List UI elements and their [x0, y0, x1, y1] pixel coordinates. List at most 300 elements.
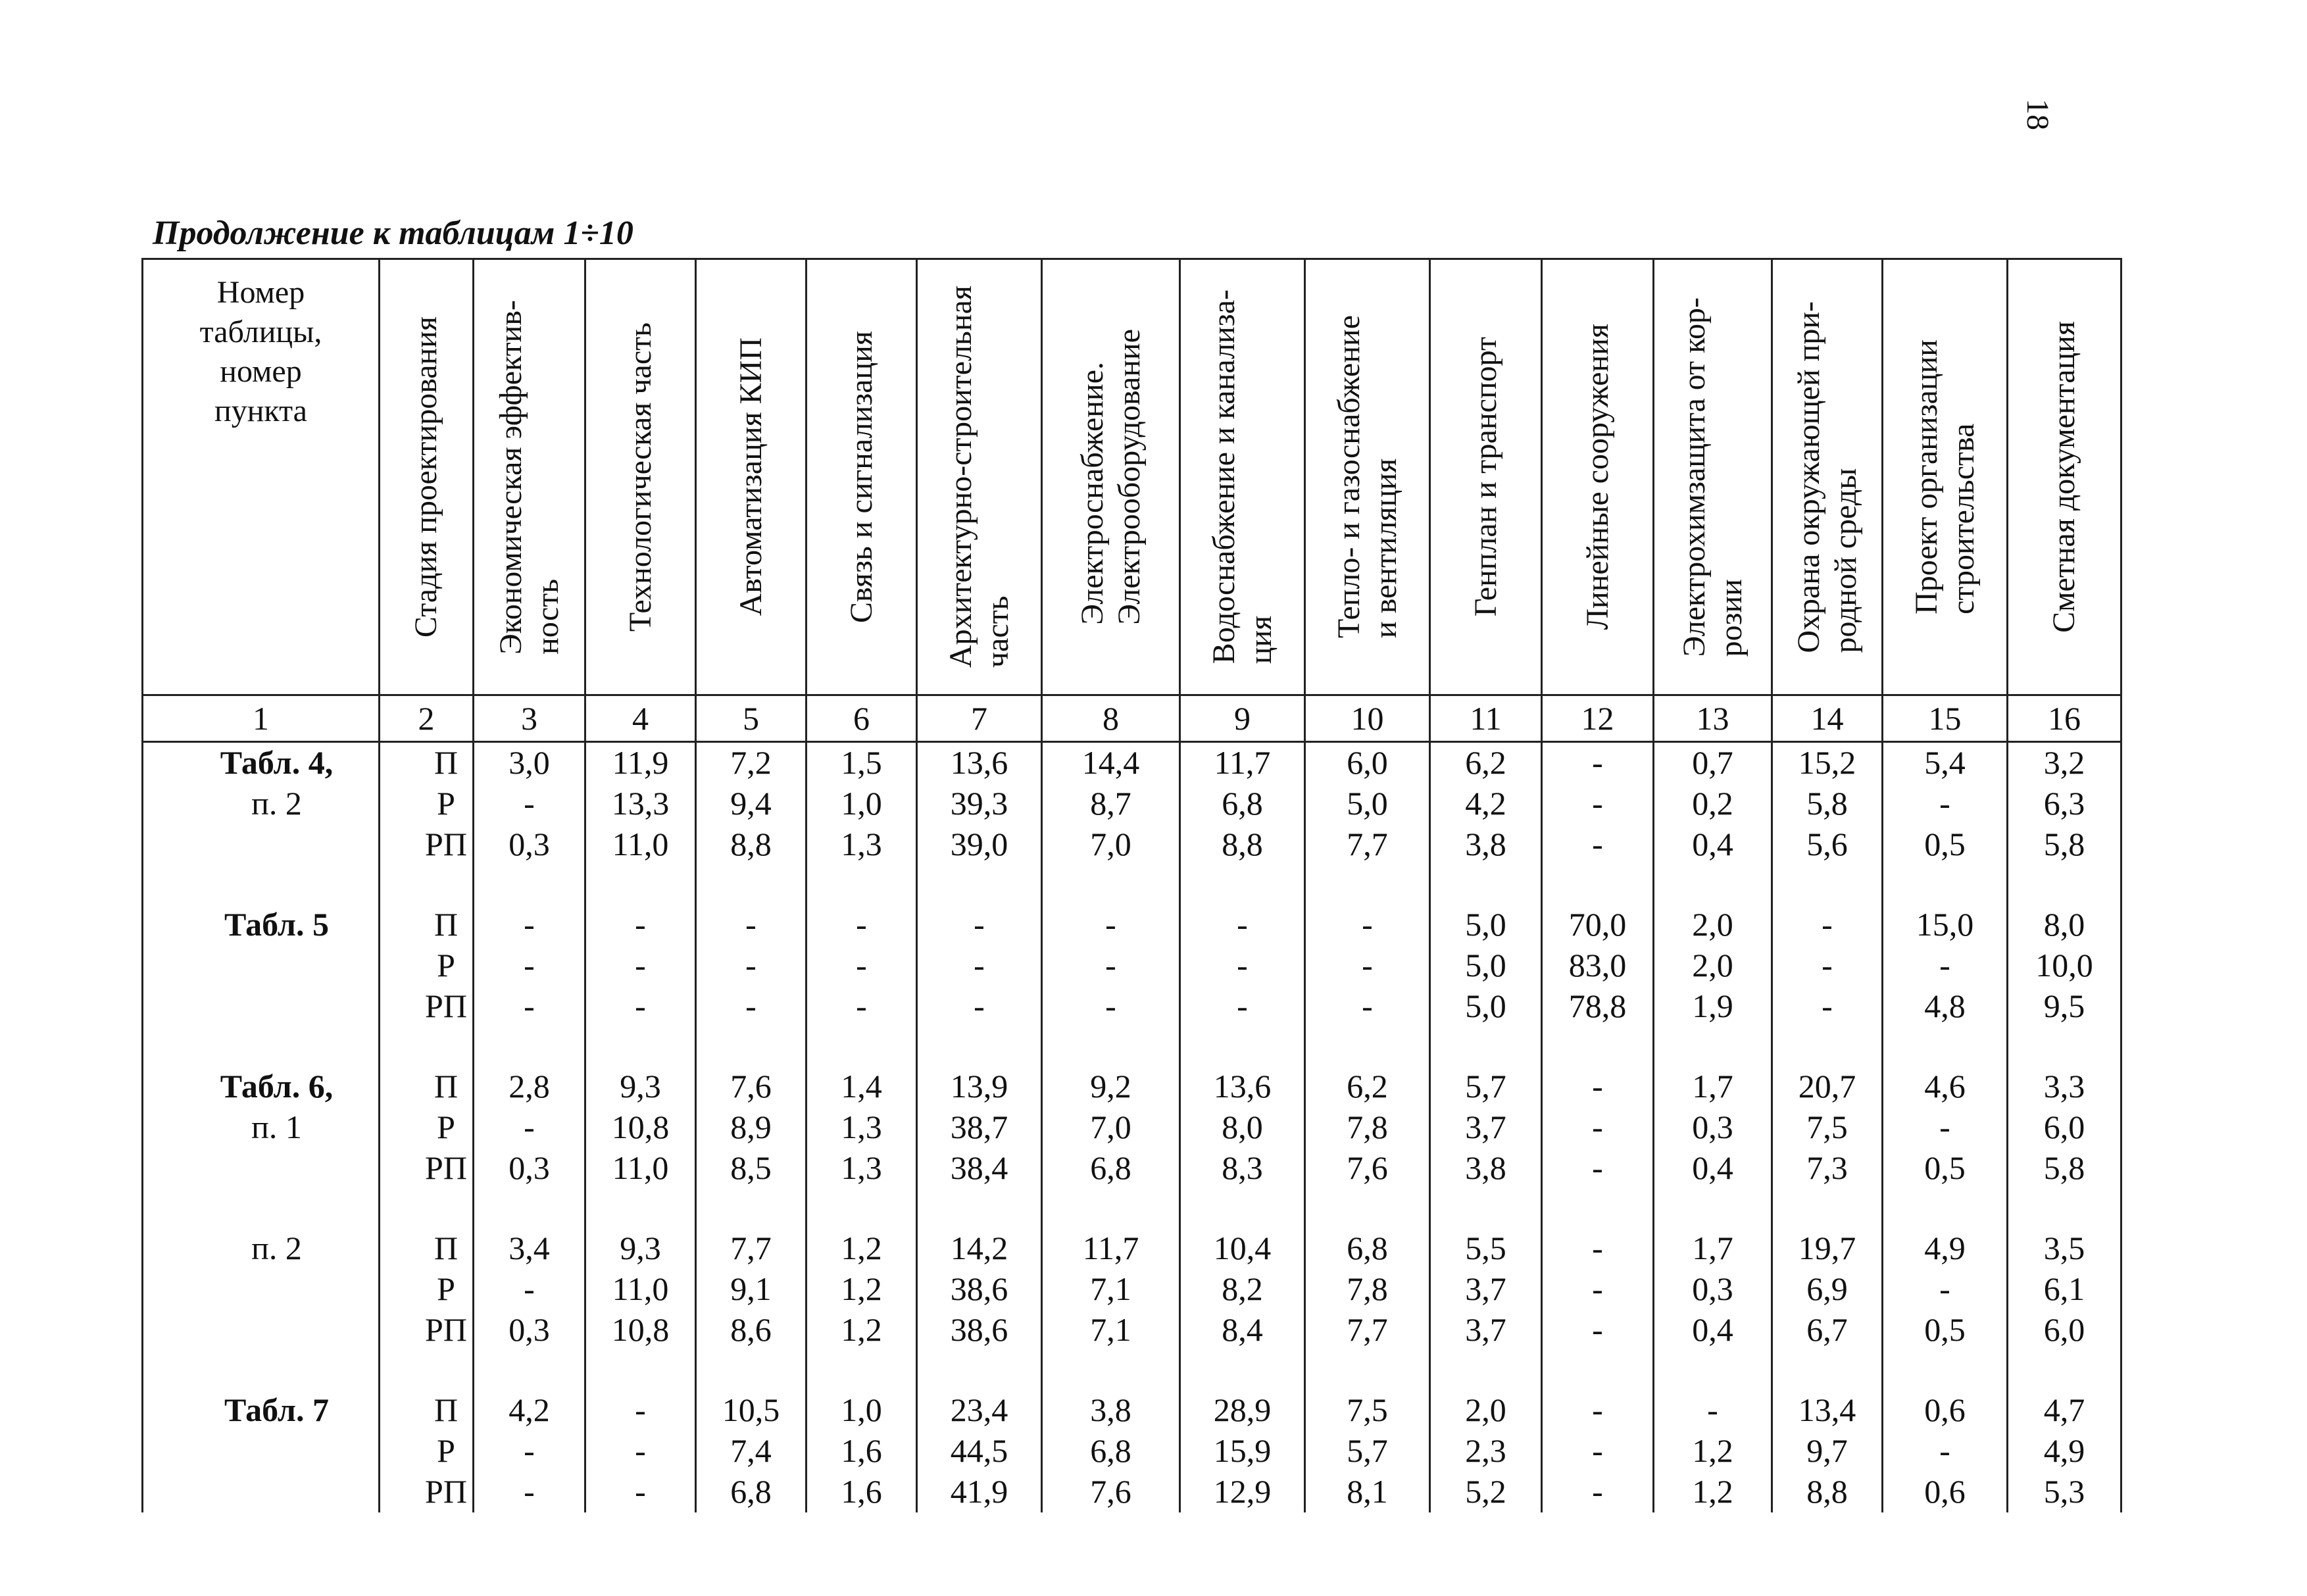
- value-cell: 7,6: [1042, 1472, 1180, 1512]
- value-cell: 5,0: [1430, 986, 1542, 1027]
- value-cell: 1,0: [806, 784, 917, 824]
- header-row: [143, 259, 2121, 695]
- stage-cell: Р: [380, 945, 474, 986]
- column-number: 11: [1430, 695, 1542, 742]
- stage-cell: РП: [380, 1148, 474, 1189]
- value-cell: -: [1042, 986, 1180, 1027]
- value-cell: 2,3: [1430, 1431, 1542, 1472]
- column-number: 3: [474, 695, 585, 742]
- value-cell: -: [1542, 1228, 1654, 1269]
- value-cell: -: [1542, 1472, 1654, 1512]
- value-cell: 6,8: [1305, 1228, 1430, 1269]
- value-cell: 9,3: [585, 1228, 696, 1269]
- value-cell: 6,0: [2008, 1107, 2121, 1148]
- value-cell: 13,9: [917, 1066, 1042, 1107]
- row-label-cell: п. 2: [143, 784, 380, 824]
- value-cell: 9,7: [1772, 1431, 1883, 1472]
- value-cell: 3,8: [1430, 1148, 1542, 1189]
- value-cell: 28,9: [1180, 1390, 1305, 1431]
- spacer-cell: [380, 1189, 474, 1228]
- header-col-label: Автоматизация КИП: [733, 337, 768, 616]
- value-cell: 1,2: [806, 1228, 917, 1269]
- spacer-cell: [1305, 1351, 1430, 1390]
- value-cell: 3,2: [2008, 742, 2121, 784]
- value-cell: 5,0: [1430, 905, 1542, 945]
- value-cell: -: [1542, 1148, 1654, 1189]
- spacer-cell: [380, 1027, 474, 1066]
- spacer-cell: [585, 1351, 696, 1390]
- spacer-cell: [1542, 1351, 1654, 1390]
- table-row: [143, 1390, 2121, 1431]
- spacer-cell: [696, 865, 806, 905]
- value-cell: 1,7: [1654, 1228, 1772, 1269]
- spacer-cell: [1180, 1027, 1305, 1066]
- value-cell: -: [1772, 905, 1883, 945]
- value-cell: 19,7: [1772, 1228, 1883, 1269]
- value-cell: 7,1: [1042, 1269, 1180, 1310]
- value-cell: 3,0: [474, 742, 585, 784]
- value-cell: 8,8: [1772, 1472, 1883, 1512]
- value-cell: 7,5: [1772, 1107, 1883, 1148]
- value-cell: 2,0: [1654, 905, 1772, 945]
- value-cell: 8,9: [696, 1107, 806, 1148]
- value-cell: 6,7: [1772, 1310, 1883, 1351]
- value-cell: 14,2: [917, 1228, 1042, 1269]
- spacer-cell: [806, 1351, 917, 1390]
- value-cell: -: [806, 905, 917, 945]
- spacer-cell: [1042, 1027, 1180, 1066]
- table-row: [143, 1066, 2121, 1107]
- spacer-cell: [143, 1189, 380, 1228]
- value-cell: -: [585, 986, 696, 1027]
- value-cell: 4,2: [1430, 784, 1542, 824]
- row-label-cell: п. 2: [143, 1228, 380, 1269]
- value-cell: 1,2: [1654, 1472, 1772, 1512]
- header-col-label: Водоснабжение и канализа- ция: [1206, 289, 1278, 664]
- value-cell: 6,8: [1042, 1148, 1180, 1189]
- value-cell: -: [1305, 905, 1430, 945]
- value-cell: -: [1542, 824, 1654, 865]
- value-cell: -: [1542, 1066, 1654, 1107]
- value-cell: 6,8: [1180, 784, 1305, 824]
- value-cell: -: [917, 986, 1042, 1027]
- spacer-cell: [1772, 1027, 1883, 1066]
- value-cell: 5,0: [1305, 784, 1430, 824]
- value-cell: 1,3: [806, 1148, 917, 1189]
- spacer-cell: [1042, 1351, 1180, 1390]
- value-cell: -: [696, 986, 806, 1027]
- value-cell: 5,5: [1430, 1228, 1542, 1269]
- value-cell: -: [1883, 1269, 2008, 1310]
- table-row: [143, 986, 2121, 1027]
- column-number: 5: [696, 695, 806, 742]
- value-cell: -: [1042, 945, 1180, 986]
- value-cell: 0,4: [1654, 824, 1772, 865]
- value-cell: -: [585, 1472, 696, 1512]
- value-cell: 1,6: [806, 1431, 917, 1472]
- value-cell: 11,0: [585, 1269, 696, 1310]
- value-cell: -: [1305, 945, 1430, 986]
- spacer-cell: [1542, 1027, 1654, 1066]
- value-cell: 70,0: [1542, 905, 1654, 945]
- value-cell: 1,5: [806, 742, 917, 784]
- value-cell: 8,4: [1180, 1310, 1305, 1351]
- value-cell: 1,9: [1654, 986, 1772, 1027]
- value-cell: 6,1: [2008, 1269, 2121, 1310]
- value-cell: 11,0: [585, 824, 696, 865]
- stage-cell: Р: [380, 1269, 474, 1310]
- column-number: 15: [1883, 695, 2008, 742]
- table-row: [143, 1148, 2121, 1189]
- value-cell: 10,5: [696, 1390, 806, 1431]
- header-col-15: [1883, 259, 2008, 695]
- value-cell: -: [1180, 945, 1305, 986]
- value-cell: 7,0: [1042, 1107, 1180, 1148]
- table-caption: Продолжение к таблицам 1÷10: [153, 214, 633, 252]
- value-cell: -: [806, 986, 917, 1027]
- value-cell: 0,6: [1883, 1472, 2008, 1512]
- value-cell: 0,3: [1654, 1269, 1772, 1310]
- table-row: [143, 784, 2121, 824]
- header-col-label: Экономическая эффектив- ность: [493, 299, 565, 655]
- spacer-cell: [1430, 1189, 1542, 1228]
- spacer-cell: [474, 1189, 585, 1228]
- column-number: 10: [1305, 695, 1430, 742]
- spacer-cell: [917, 1351, 1042, 1390]
- value-cell: -: [1542, 1107, 1654, 1148]
- header-col-10: [1305, 259, 1430, 695]
- row-label-cell: п. 1: [143, 1107, 380, 1148]
- column-number-row: [143, 695, 2121, 742]
- value-cell: 6,0: [1305, 742, 1430, 784]
- value-cell: -: [1542, 742, 1654, 784]
- header-col-label: Электрохимзащита от кор- розии: [1676, 297, 1749, 657]
- header-col-9: [1180, 259, 1305, 695]
- value-cell: -: [1542, 1431, 1654, 1472]
- row-label-cell: [143, 824, 380, 865]
- data-table: [141, 258, 2122, 1512]
- spacer-cell: [1180, 1189, 1305, 1228]
- value-cell: 13,6: [1180, 1066, 1305, 1107]
- header-col-11: [1430, 259, 1542, 695]
- value-cell: 5,0: [1430, 945, 1542, 986]
- value-cell: -: [585, 1431, 696, 1472]
- header-col-label: Сметная документация: [2047, 321, 2081, 633]
- spacer-cell: [806, 865, 917, 905]
- value-cell: 0,5: [1883, 1148, 2008, 1189]
- page-number: 18: [2020, 99, 2055, 130]
- value-cell: 9,1: [696, 1269, 806, 1310]
- value-cell: 12,9: [1180, 1472, 1305, 1512]
- value-cell: 7,6: [696, 1066, 806, 1107]
- row-label-cell: [143, 1148, 380, 1189]
- value-cell: -: [1654, 1390, 1772, 1431]
- spacer-cell: [1654, 1351, 1772, 1390]
- spacer-cell: [143, 865, 380, 905]
- value-cell: 14,4: [1042, 742, 1180, 784]
- row-label-cell: Табл. 5: [143, 905, 380, 945]
- value-cell: 38,6: [917, 1269, 1042, 1310]
- spacer-cell: [1430, 1351, 1542, 1390]
- spacer-cell: [380, 1351, 474, 1390]
- value-cell: 13,4: [1772, 1390, 1883, 1431]
- value-cell: 20,7: [1772, 1066, 1883, 1107]
- value-cell: -: [1180, 905, 1305, 945]
- value-cell: -: [1305, 986, 1430, 1027]
- value-cell: 6,8: [1042, 1431, 1180, 1472]
- value-cell: 0,5: [1883, 824, 2008, 865]
- spacer-cell: [1772, 865, 1883, 905]
- value-cell: 83,0: [1542, 945, 1654, 986]
- value-cell: 4,9: [2008, 1431, 2121, 1472]
- spacer-cell: [1180, 865, 1305, 905]
- value-cell: 9,5: [2008, 986, 2121, 1027]
- value-cell: 3,5: [2008, 1228, 2121, 1269]
- value-cell: 10,8: [585, 1107, 696, 1148]
- header-col-label: Стадия проектирования: [409, 316, 443, 638]
- value-cell: 38,6: [917, 1310, 1042, 1351]
- header-col-2: [380, 259, 474, 695]
- stage-cell: РП: [380, 1472, 474, 1512]
- value-cell: 3,8: [1042, 1390, 1180, 1431]
- value-cell: 0,5: [1883, 1310, 2008, 1351]
- value-cell: -: [474, 986, 585, 1027]
- value-cell: 0,7: [1654, 742, 1772, 784]
- value-cell: 1,2: [806, 1310, 917, 1351]
- value-cell: 0,4: [1654, 1148, 1772, 1189]
- stage-cell: П: [380, 1228, 474, 1269]
- table-row: [143, 742, 2121, 784]
- value-cell: 7,6: [1305, 1148, 1430, 1189]
- value-cell: 9,2: [1042, 1066, 1180, 1107]
- value-cell: 1,2: [1654, 1431, 1772, 1472]
- header-col-label: Электроснабжение. Электрооборудование: [1074, 329, 1147, 625]
- spacer-cell: [1430, 1027, 1542, 1066]
- value-cell: 8,1: [1305, 1472, 1430, 1512]
- value-cell: 5,8: [2008, 1148, 2121, 1189]
- header-col-label: Связь и сигнализация: [843, 330, 879, 624]
- value-cell: 6,3: [2008, 784, 2121, 824]
- stage-cell: Р: [380, 784, 474, 824]
- stage-cell: РП: [380, 1310, 474, 1351]
- row-label-cell: [143, 1269, 380, 1310]
- value-cell: 8,3: [1180, 1148, 1305, 1189]
- value-cell: 0,6: [1883, 1390, 2008, 1431]
- value-cell: 1,2: [806, 1269, 917, 1310]
- value-cell: -: [1883, 784, 2008, 824]
- value-cell: 38,4: [917, 1148, 1042, 1189]
- value-cell: 8,0: [2008, 905, 2121, 945]
- spacer-cell: [1542, 865, 1654, 905]
- value-cell: 7,3: [1772, 1148, 1883, 1189]
- spacer-cell: [380, 865, 474, 905]
- table-row: [143, 945, 2121, 986]
- column-number: 1: [143, 695, 380, 742]
- value-cell: 1,3: [806, 1107, 917, 1148]
- value-cell: 5,4: [1883, 742, 2008, 784]
- header-col-13: [1654, 259, 1772, 695]
- value-cell: -: [474, 945, 585, 986]
- column-number: 13: [1654, 695, 1772, 742]
- value-cell: 11,7: [1180, 742, 1305, 784]
- stage-cell: П: [380, 1390, 474, 1431]
- value-cell: -: [1883, 1431, 2008, 1472]
- value-cell: 4,7: [2008, 1390, 2121, 1431]
- table-row: [143, 1431, 2121, 1472]
- spacer-cell: [585, 1027, 696, 1066]
- value-cell: -: [1772, 986, 1883, 1027]
- value-cell: 7,7: [1305, 824, 1430, 865]
- spacer-cell: [474, 1027, 585, 1066]
- column-number: 6: [806, 695, 917, 742]
- row-label-cell: Табл. 7: [143, 1390, 380, 1431]
- value-cell: 1,7: [1654, 1066, 1772, 1107]
- spacer-cell: [1883, 1351, 2008, 1390]
- header-col-12: [1542, 259, 1654, 695]
- header-col-label: Тепло- и газоснабжение и вентиляция: [1331, 315, 1403, 639]
- spacer-cell: [1654, 1027, 1772, 1066]
- value-cell: 44,5: [917, 1431, 1042, 1472]
- value-cell: 0,3: [1654, 1107, 1772, 1148]
- column-number: 14: [1772, 695, 1883, 742]
- value-cell: 3,7: [1430, 1310, 1542, 1351]
- column-number: 2: [380, 695, 474, 742]
- value-cell: -: [1542, 1390, 1654, 1431]
- value-cell: 8,2: [1180, 1269, 1305, 1310]
- value-cell: 2,0: [1430, 1390, 1542, 1431]
- value-cell: 10,4: [1180, 1228, 1305, 1269]
- value-cell: -: [474, 1472, 585, 1512]
- value-cell: 3,8: [1430, 824, 1542, 865]
- spacer-cell: [1772, 1351, 1883, 1390]
- value-cell: -: [917, 905, 1042, 945]
- value-cell: 8,8: [696, 824, 806, 865]
- value-cell: 8,6: [696, 1310, 806, 1351]
- value-cell: 0,3: [474, 1310, 585, 1351]
- value-cell: -: [1542, 784, 1654, 824]
- value-cell: -: [474, 905, 585, 945]
- header-col-5: [696, 259, 806, 695]
- table-body: [143, 742, 2121, 1513]
- value-cell: 3,3: [2008, 1066, 2121, 1107]
- value-cell: 8,5: [696, 1148, 806, 1189]
- value-cell: -: [806, 945, 917, 986]
- value-cell: 15,9: [1180, 1431, 1305, 1472]
- header-col-4: [585, 259, 696, 695]
- value-cell: 4,6: [1883, 1066, 2008, 1107]
- spacer-cell: [1772, 1189, 1883, 1228]
- value-cell: 7,2: [696, 742, 806, 784]
- spacer-cell: [585, 1189, 696, 1228]
- column-number: 9: [1180, 695, 1305, 742]
- value-cell: 5,8: [2008, 824, 2121, 865]
- value-cell: 11,7: [1042, 1228, 1180, 1269]
- spacer-cell: [1883, 1189, 2008, 1228]
- table-row: [143, 1228, 2121, 1269]
- spacer-cell: [1883, 865, 2008, 905]
- value-cell: -: [474, 1107, 585, 1148]
- value-cell: -: [585, 945, 696, 986]
- stage-cell: П: [380, 742, 474, 784]
- value-cell: 5,6: [1772, 824, 1883, 865]
- spacer-cell: [1042, 1189, 1180, 1228]
- header-col-7: [917, 259, 1042, 695]
- value-cell: 9,4: [696, 784, 806, 824]
- value-cell: 5,8: [1772, 784, 1883, 824]
- value-cell: 10,8: [585, 1310, 696, 1351]
- spacer-cell: [696, 1189, 806, 1228]
- spacer-cell: [474, 1351, 585, 1390]
- header-col-16: [2008, 259, 2121, 695]
- column-number: 8: [1042, 695, 1180, 742]
- value-cell: -: [1180, 986, 1305, 1027]
- column-number: 16: [2008, 695, 2121, 742]
- value-cell: 11,0: [585, 1148, 696, 1189]
- table-row: [143, 905, 2121, 945]
- value-cell: 7,4: [696, 1431, 806, 1472]
- table-row: [143, 1472, 2121, 1512]
- value-cell: -: [1772, 945, 1883, 986]
- spacer-cell: [806, 1189, 917, 1228]
- value-cell: 7,1: [1042, 1310, 1180, 1351]
- table-row: [143, 824, 2121, 865]
- spacer-cell: [806, 1027, 917, 1066]
- value-cell: 7,8: [1305, 1107, 1430, 1148]
- column-number: 12: [1542, 695, 1654, 742]
- value-cell: 1,6: [806, 1472, 917, 1512]
- value-cell: 9,3: [585, 1066, 696, 1107]
- spacer-cell: [696, 1027, 806, 1066]
- value-cell: 4,8: [1883, 986, 2008, 1027]
- row-label-cell: Табл. 6,: [143, 1066, 380, 1107]
- value-cell: 15,0: [1883, 905, 2008, 945]
- value-cell: 13,6: [917, 742, 1042, 784]
- value-cell: 3,7: [1430, 1269, 1542, 1310]
- value-cell: 5,3: [2008, 1472, 2121, 1512]
- header-col-6: [806, 259, 917, 695]
- stage-cell: П: [380, 905, 474, 945]
- value-cell: 1,0: [806, 1390, 917, 1431]
- spacer-cell: [2008, 1189, 2121, 1228]
- spacer-cell: [1654, 1189, 1772, 1228]
- value-cell: -: [1883, 1107, 2008, 1148]
- row-label-cell: [143, 1472, 380, 1512]
- value-cell: -: [696, 905, 806, 945]
- value-cell: 41,9: [917, 1472, 1042, 1512]
- stage-cell: РП: [380, 824, 474, 865]
- spacer-cell: [1305, 1189, 1430, 1228]
- value-cell: -: [585, 1390, 696, 1431]
- value-cell: 2,8: [474, 1066, 585, 1107]
- header-col-label: Линейные сооружения: [1579, 324, 1615, 630]
- value-cell: 8,0: [1180, 1107, 1305, 1148]
- header-col-14: [1772, 259, 1883, 695]
- value-cell: 3,4: [474, 1228, 585, 1269]
- value-cell: 0,3: [474, 824, 585, 865]
- table-row: [143, 1269, 2121, 1310]
- value-cell: -: [1042, 905, 1180, 945]
- value-cell: -: [474, 784, 585, 824]
- header-col-label: Архитектурно-строительная часть: [943, 286, 1015, 668]
- value-cell: 13,3: [585, 784, 696, 824]
- header-col-8: [1042, 259, 1180, 695]
- value-cell: 0,4: [1654, 1310, 1772, 1351]
- spacer-cell: [1430, 865, 1542, 905]
- value-cell: 39,0: [917, 824, 1042, 865]
- column-number: 4: [585, 695, 696, 742]
- value-cell: 7,0: [1042, 824, 1180, 865]
- value-cell: 2,0: [1654, 945, 1772, 986]
